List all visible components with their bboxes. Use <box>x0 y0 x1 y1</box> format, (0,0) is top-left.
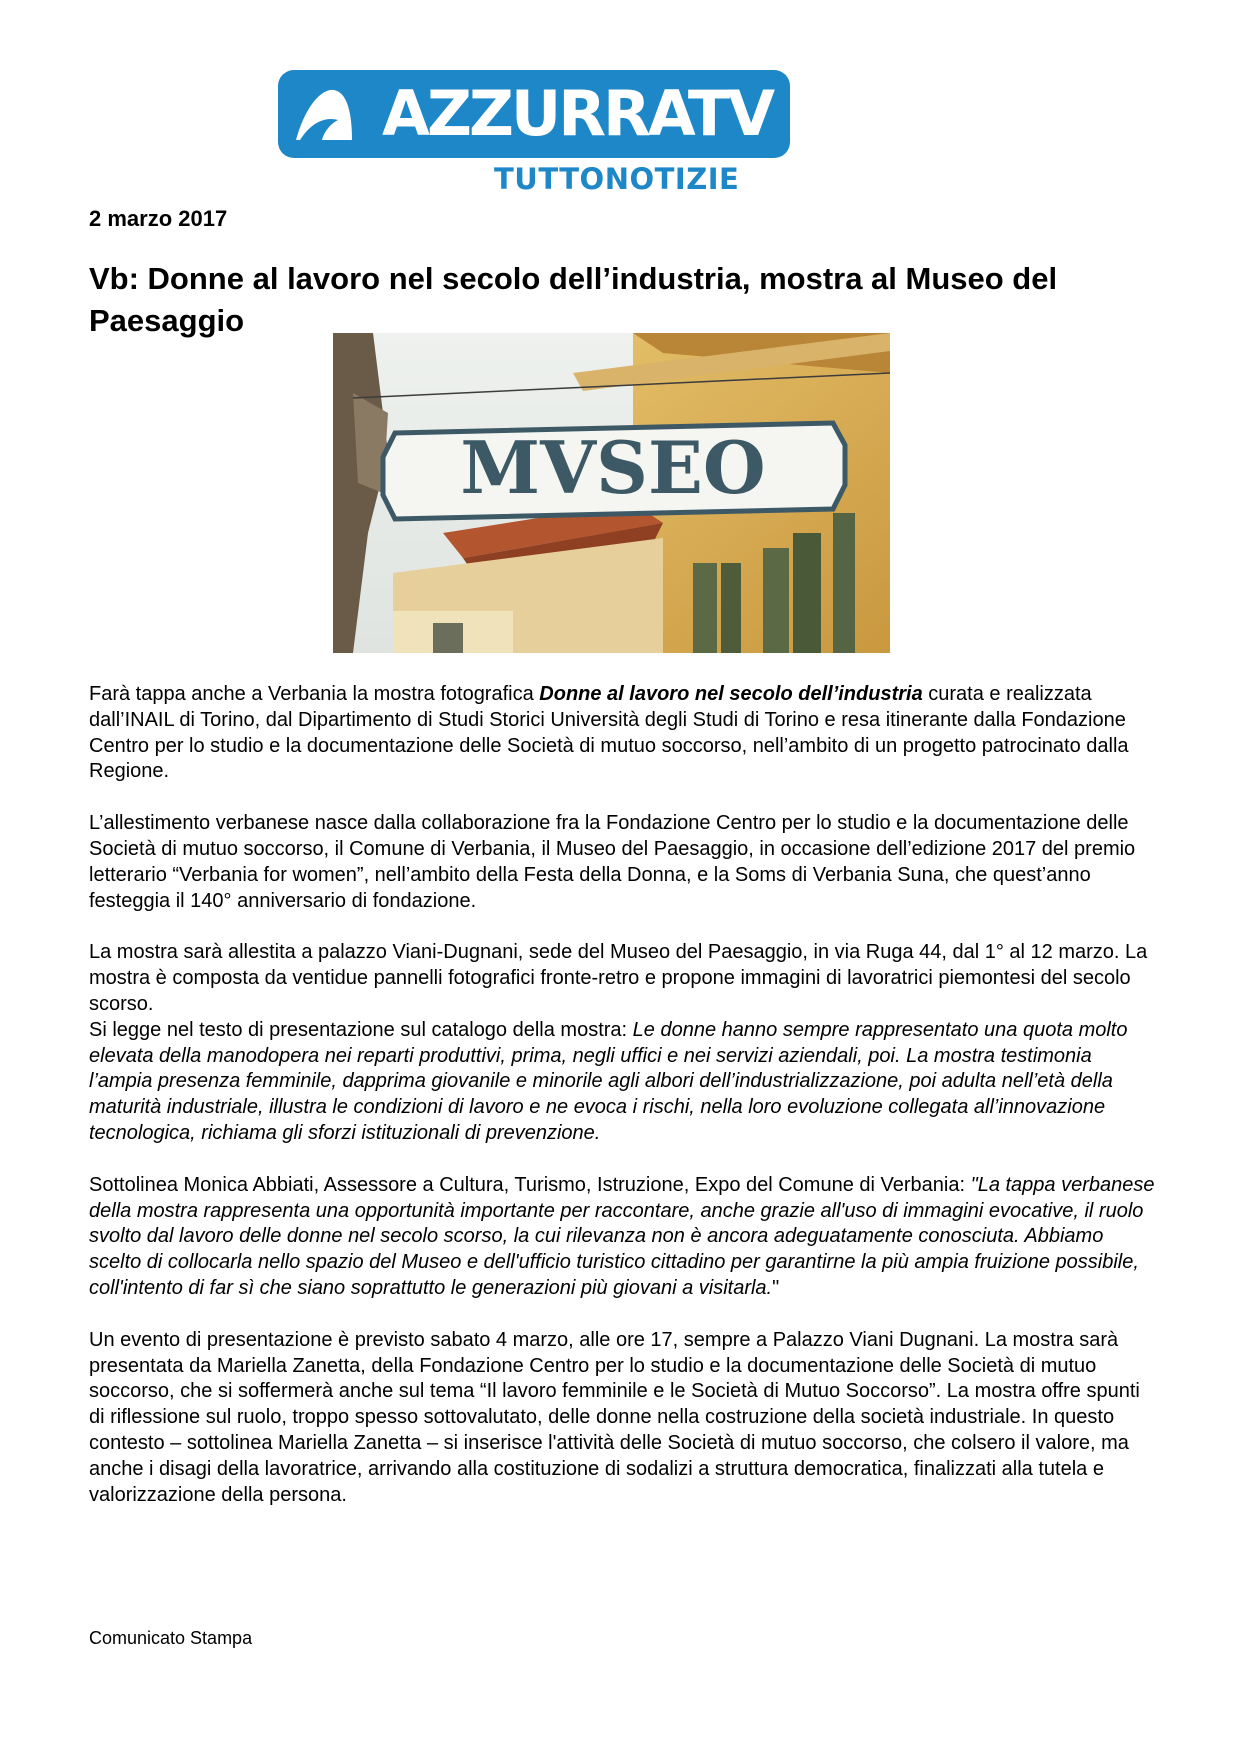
paragraph-text: Farà tappa anche a Verbania la mostra fotografica <box>89 683 540 705</box>
logo-tagline: TUTTONOTIZIE <box>494 162 740 196</box>
press-release-signature: Comunicato Stampa <box>89 1628 253 1648</box>
paragraph-abbiati <box>89 1173 1159 1302</box>
catalogue-quote: Le donne hanno sempre rappresentato una quota molto elevata della manodopera nei reparti produttivi, prima, negli uffici e nei servizi aziendali, poi. La mostra testimonia l’ampia presenza femminile, dapprima giovanile e minorile agli albori dell’industrializzazione, poi adulta nell’età della maturità industriale, illustra le condizioni di lavoro e ne evoca i rischi, nella loro evoluzione collegata all’innovazione tecnologica, richiama gli sforzi istituzionali di prevenzione. <box>89 1018 1128 1144</box>
publication-date: 2 marzo 2017 <box>89 206 228 231</box>
paragraph-text: curata e realizzata dall’INAIL di Torino, dal Dipartimento di Studi Storici Università degli Studi di Torino e resa itinerante dalla Fondazione Centro per lo studio e la documentazione delle Società di mutuo soccorso, nell’ambito di un progetto patrocinato dalla Regione. <box>89 683 1129 783</box>
azzurra-wave-icon <box>290 80 358 148</box>
article-body <box>89 682 1159 1508</box>
paragraph-catalogue <box>89 1018 1159 1147</box>
paragraph-event: Un evento di presentazione è previsto sabato 4 marzo, alle ore 17, sempre a Palazzo Viani Dugnani. La mostra sarà presentata da Mariella Zanetta, della Fondazione Centro per lo studio e la documentazione delle Società di mutuo soccorso, che si soffermerà anche sul tema “Il lavoro femminile e le Società di Mutuo Soccorso”. La mostra offre spunti di riflessione sul ruolo, troppo spesso sottovalutato, delle donne nella costruzione della società industriale. In questo contesto – sottolinea Mariella Zanetta – si inserisce l'attività delle Società di mutuo soccorso, che colsero il valore, ma anche i disagi della lavoratrice, arrivando alla costituzione di sodalizi a struttura democratica, finalizzati alla tutela e valorizzazione della persona. <box>89 1328 1140 1506</box>
article-headline: Vb: Donne al lavoro nel secolo dell’industria, mostra al Museo del Paesaggio <box>89 261 1058 338</box>
paragraph-text: Si legge nel testo di presentazione sul catalogo della mostra: <box>89 1018 633 1041</box>
paragraph-venue: La mostra sarà allestita a palazzo Viani-Dugnani, sede del Museo del Paesaggio, in via Ruga 44, dal 1° al 12 marzo. La mostra è composta da ventidue pannelli fotografici fronte-retro e propone immagini di lavoratrici piemontesi del secolo scorso. <box>89 941 1148 1015</box>
paragraph-intro <box>89 682 1159 785</box>
abbiati-quote: "La tappa verbanese della mostra rappresenta una opportunità importante per raccontare, anche grazie all'uso di immagini evocative, il ruolo svolto dal lavoro delle donne nel secolo scorso, la cui rilevanza non è ancora adeguatamente conosciuta. Abbiamo scelto di collocarla nello spazio del Museo e dell'ufficio turistico cittadino per garantirne la più ampia fruizione possibile, coll'intento di far sì che siano soprattutto le generazioni più giovani a visitarla. <box>89 1173 1155 1299</box>
azzurra-tv-logo <box>278 70 790 197</box>
exhibition-title: Donne al lavoro nel secolo dell’industria <box>539 683 923 705</box>
museo-sign-image <box>333 333 890 653</box>
logo-brand-text: AZZURRATV <box>382 77 773 150</box>
paragraph-text: Sottolinea Monica Abbiati, Assessore a Cultura, Turismo, Istruzione, Expo del Comune di Verbania: <box>89 1173 971 1196</box>
museo-photo <box>333 333 890 653</box>
paragraph-collaboration: L’allestimento verbanese nasce dalla collaborazione fra la Fondazione Centro per lo studio e la documentazione delle Società di mutuo soccorso, il Comune di Verbania, il Museo del Paesaggio, in occasione dell’edizione 2017 del premio letterario “Verbania for women”, nell’ambito della Festa della Donna, e la Soms di Verbania Suna, che quest’anno festeggia il 140° anniversario di fondazione. <box>89 812 1136 912</box>
museo-sign-text: MVSEO <box>460 425 766 510</box>
paragraph-text: " <box>772 1276 780 1299</box>
logo-banner <box>278 70 790 158</box>
